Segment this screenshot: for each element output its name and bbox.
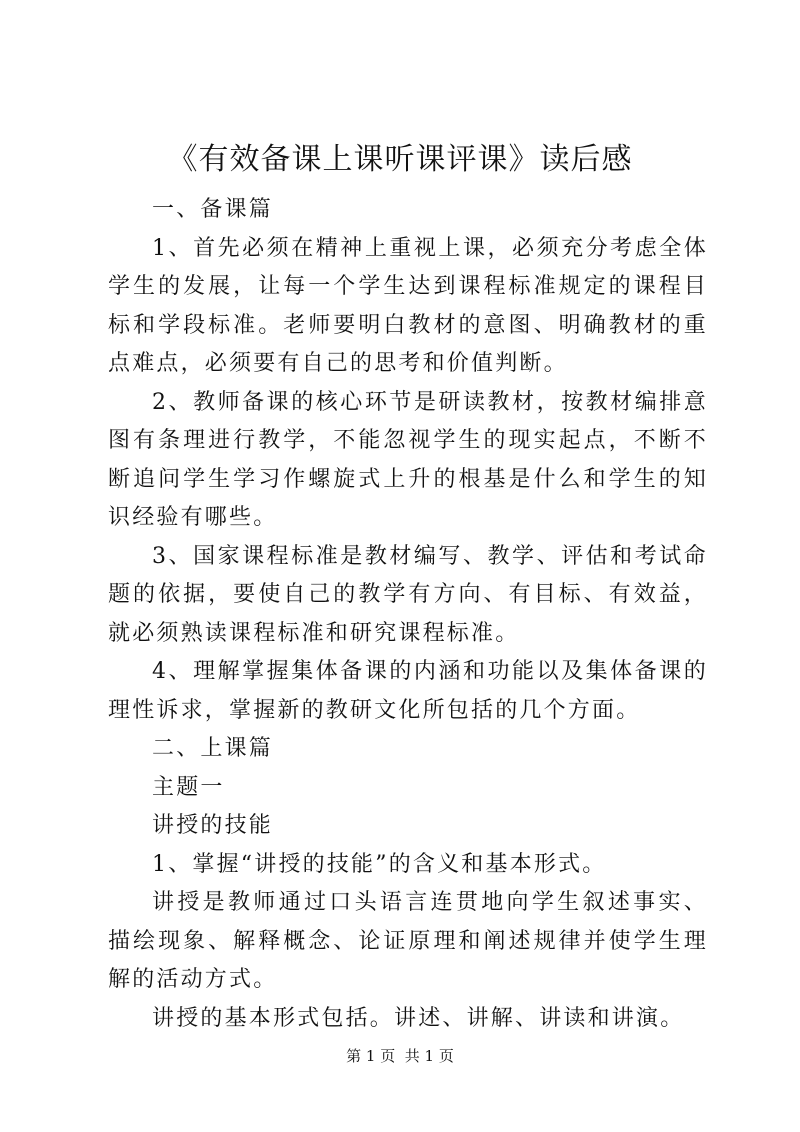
topic-subheading: 讲授的技能 — [152, 813, 274, 838]
document-body — [108, 191, 708, 1038]
paragraph-prep-4: 4、理解掌握集体备课的内涵和功能以及集体备课的理性诉求，掌握新的教研文化所包括的几个方面。 — [108, 659, 708, 723]
section-heading-class: 二、上课篇 — [152, 736, 274, 761]
section-heading-prep: 一、备课篇 — [152, 197, 274, 222]
page-footer — [0, 1046, 800, 1066]
paragraph-prep-2: 2、教师备课的核心环节是研读教材，按教材编排意图有条理进行教学，不能忽视学生的现实起点，不断不断追问学生学习作螺旋式上升的根基是什么和学生的知识经验有哪些。 — [108, 389, 708, 530]
paragraph-lecture-1: 1、掌握“讲授的技能”的含义和基本形式。 — [152, 851, 607, 877]
page-number: 第 1 页 共 1 页 — [346, 1047, 454, 1065]
topic-heading: 主题一 — [152, 774, 225, 800]
document-title: 《有效备课上课听课评课》读后感 — [167, 142, 633, 177]
paragraph-lecture-forms: 讲授的基本形式包括。讲述、讲解、讲读和讲演。 — [152, 1005, 685, 1031]
paragraph-lecture-definition: 讲授是教师通过口头语言连贯地向学生叙述事实、描绘现象、解释概念、论证原理和阐述规律并使学生理解的活动方式。 — [108, 890, 708, 992]
paragraph-prep-3: 3、国家课程标准是教材编写、教学、评估和考试命题的依据，要使自己的教学有方向、有目标、有效益，就必须熟读课程标准和研究课程标准。 — [108, 543, 708, 646]
paragraph-prep-1: 1、首先必须在精神上重视上课，必须充分考虑全体学生的发展，让每一个学生达到课程标准规定的课程目标和学段标准。老师要明白教材的意图、明确教材的重点难点，必须要有自己的思考和价值判断。 — [108, 235, 708, 376]
